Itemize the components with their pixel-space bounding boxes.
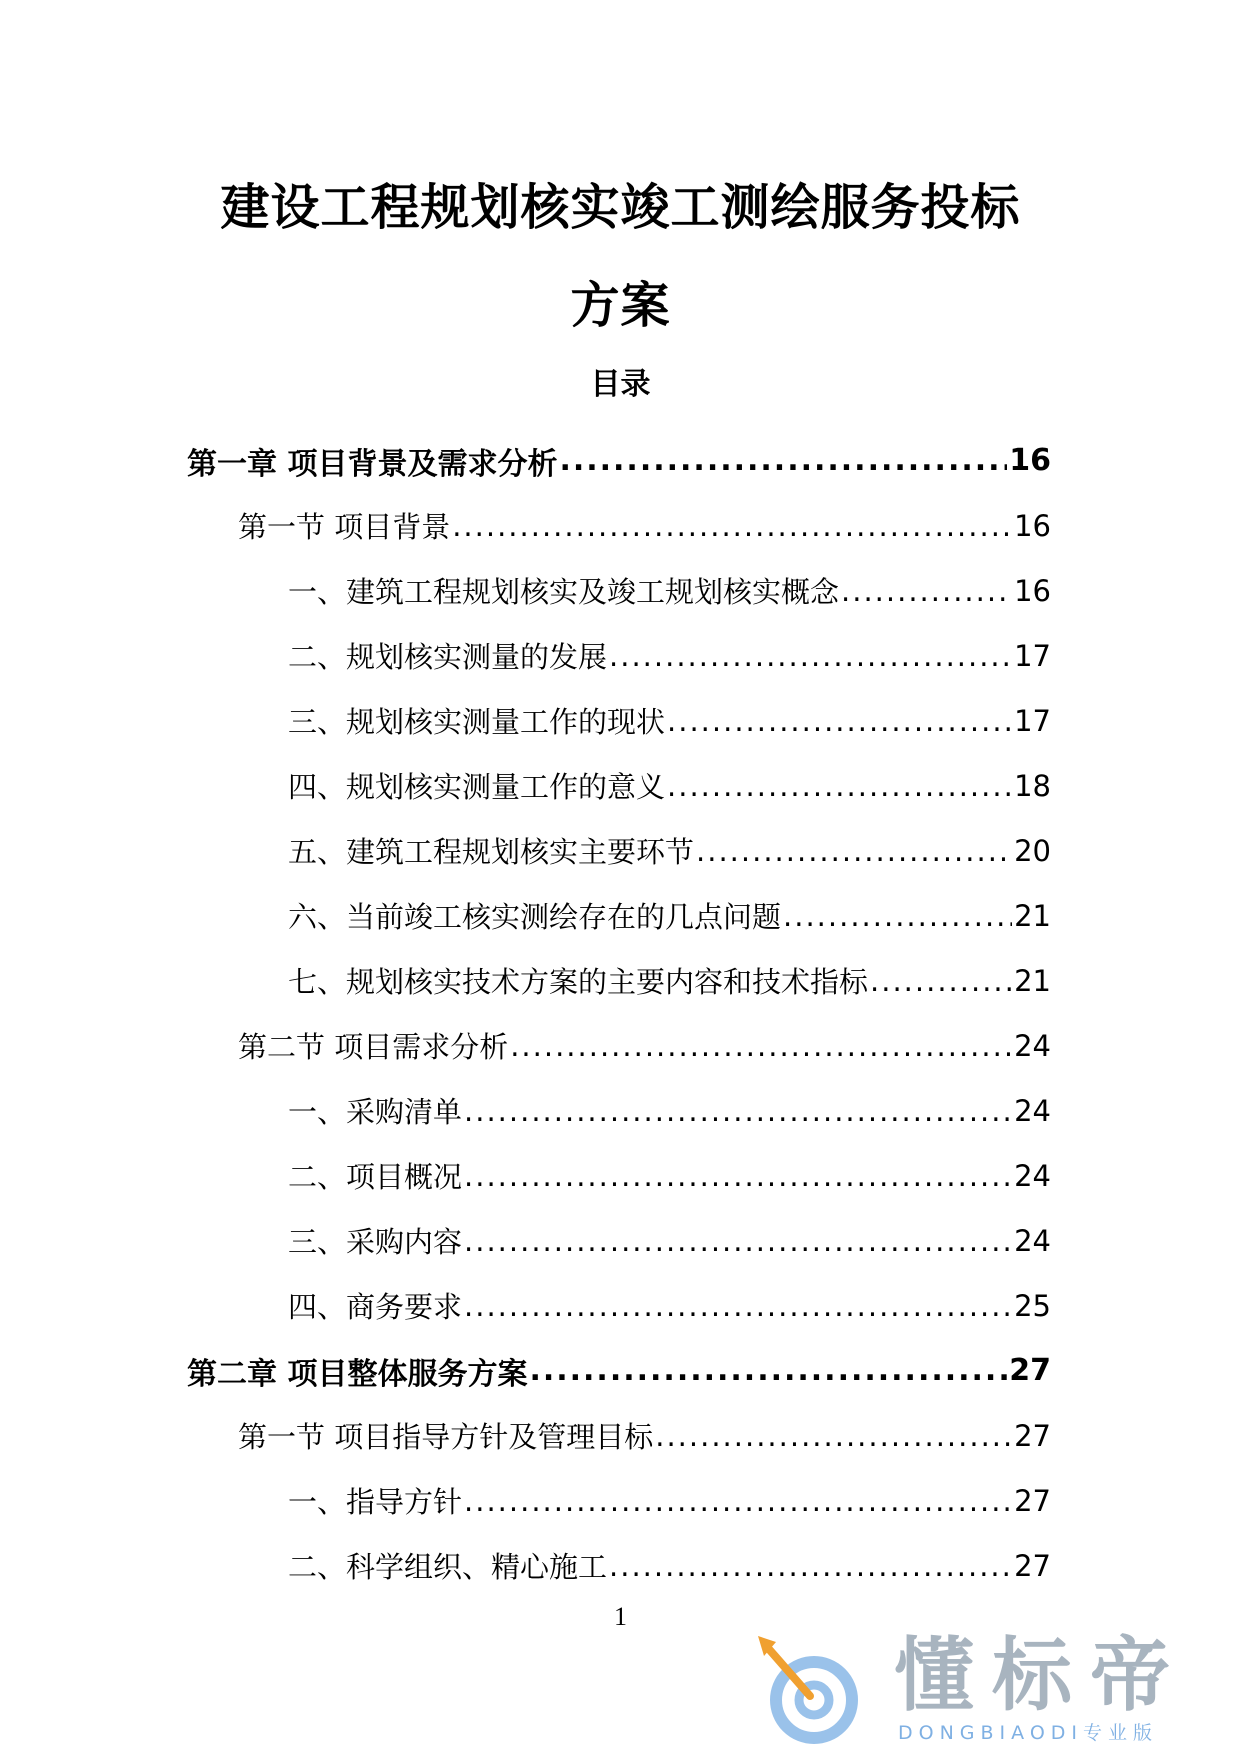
toc-entry-page: 17 <box>1014 703 1051 738</box>
watermark-brand-text: 懂标帝 <box>894 1629 1188 1722</box>
toc-leader <box>452 509 1012 543</box>
toc-leader <box>696 834 1012 868</box>
document-title-line1: 建设工程规划核实竣工测绘服务投标 <box>220 179 1021 236</box>
toc-entry-page: 20 <box>1014 833 1051 868</box>
toc-entry-page: 16 <box>1014 573 1051 608</box>
toc-entry-page: 21 <box>1014 963 1051 998</box>
toc-entry-text: 第二节 项目需求分析 <box>238 1030 509 1064</box>
toc-entry[interactable] <box>0 883 1241 948</box>
toc-entry[interactable] <box>0 1143 1241 1208</box>
toc-entry-text: 一、建筑工程规划核实及竣工规划核实概念 <box>288 575 840 609</box>
toc-leader <box>841 574 1012 608</box>
toc-entry-page: 27 <box>1014 1548 1051 1583</box>
toc-entry[interactable] <box>0 1338 1241 1403</box>
toc-entry-text: 二、规划核实测量的发展 <box>288 640 608 674</box>
toc-leader <box>667 704 1012 738</box>
toc-entry-text: 七、规划核实技术方案的主要内容和技术指标 <box>288 965 869 999</box>
watermark-subtitle: DONGBIAODI专业版 <box>898 1722 1159 1744</box>
toc-entry-text: 一、指导方针 <box>288 1485 463 1519</box>
page-number: 1 <box>614 1602 627 1631</box>
toc-entry[interactable] <box>0 493 1241 558</box>
toc-leader <box>655 1419 1012 1453</box>
toc-entry-page: 18 <box>1014 768 1051 803</box>
toc-entry-page: 24 <box>1014 1093 1051 1128</box>
toc-entry-text: 二、科学组织、精心施工 <box>288 1550 608 1584</box>
toc-entry-text: 五、建筑工程规划核实主要环节 <box>288 835 695 869</box>
toc-entry-text: 二、项目概况 <box>288 1160 463 1194</box>
toc-leader <box>464 1224 1012 1258</box>
toc-entry-text: 第一节 项目指导方针及管理目标 <box>238 1420 654 1454</box>
toc-entry-page: 21 <box>1014 898 1051 933</box>
toc-leader <box>529 1353 1007 1388</box>
table-of-contents <box>0 428 1241 1598</box>
toc-entry[interactable] <box>0 1013 1241 1078</box>
toc-entry[interactable] <box>0 753 1241 818</box>
toc-entry[interactable] <box>0 948 1241 1013</box>
toc-entry[interactable] <box>0 1273 1241 1338</box>
toc-entry-page: 27 <box>1014 1483 1051 1518</box>
toc-entry-text: 第二章 项目整体服务方案 <box>187 1356 528 1392</box>
toc-entry[interactable] <box>0 1078 1241 1143</box>
toc-entry[interactable] <box>0 818 1241 883</box>
toc-leader <box>667 769 1012 803</box>
toc-leader <box>464 1159 1012 1193</box>
toc-entry-text: 四、规划核实测量工作的意义 <box>288 770 666 804</box>
toc-entry[interactable] <box>0 1208 1241 1273</box>
toc-entry[interactable] <box>0 558 1241 623</box>
brand-watermark <box>748 1630 1218 1748</box>
toc-entry-text: 三、采购内容 <box>288 1225 463 1259</box>
target-dart-icon <box>748 1630 878 1748</box>
toc-entry[interactable] <box>0 1533 1241 1598</box>
toc-entry[interactable] <box>0 1468 1241 1533</box>
toc-entry-page: 27 <box>1014 1418 1051 1453</box>
toc-entry[interactable] <box>0 623 1241 688</box>
toc-leader <box>559 443 1007 478</box>
toc-leader <box>464 1094 1012 1128</box>
toc-entry-page: 24 <box>1014 1028 1051 1063</box>
toc-leader <box>609 639 1012 673</box>
toc-leader <box>609 1549 1012 1583</box>
document-title-line2: 方案 <box>570 277 671 334</box>
toc-entry-page: 16 <box>1014 508 1051 543</box>
toc-entry-page: 25 <box>1014 1288 1051 1323</box>
toc-entry-page: 24 <box>1014 1158 1051 1193</box>
toc-leader <box>464 1484 1012 1518</box>
toc-heading: 目录 <box>590 367 651 402</box>
toc-entry-text: 一、采购清单 <box>288 1095 463 1129</box>
toc-entry-text: 三、规划核实测量工作的现状 <box>288 705 666 739</box>
toc-entry-page: 24 <box>1014 1223 1051 1258</box>
toc-entry-page: 27 <box>1009 1353 1051 1388</box>
toc-leader <box>510 1029 1012 1063</box>
toc-entry[interactable] <box>0 688 1241 753</box>
toc-entry-text: 六、当前竣工核实测绘存在的几点问题 <box>288 900 782 934</box>
toc-entry-page: 17 <box>1014 638 1051 673</box>
toc-entry[interactable] <box>0 428 1241 493</box>
toc-leader <box>783 899 1012 933</box>
toc-entry-page: 16 <box>1009 443 1051 478</box>
toc-leader <box>464 1289 1012 1323</box>
toc-leader <box>870 964 1012 998</box>
toc-entry-text: 四、商务要求 <box>288 1290 463 1324</box>
toc-entry-text: 第一节 项目背景 <box>238 510 451 544</box>
toc-entry[interactable] <box>0 1403 1241 1468</box>
toc-entry-text: 第一章 项目背景及需求分析 <box>187 446 558 482</box>
